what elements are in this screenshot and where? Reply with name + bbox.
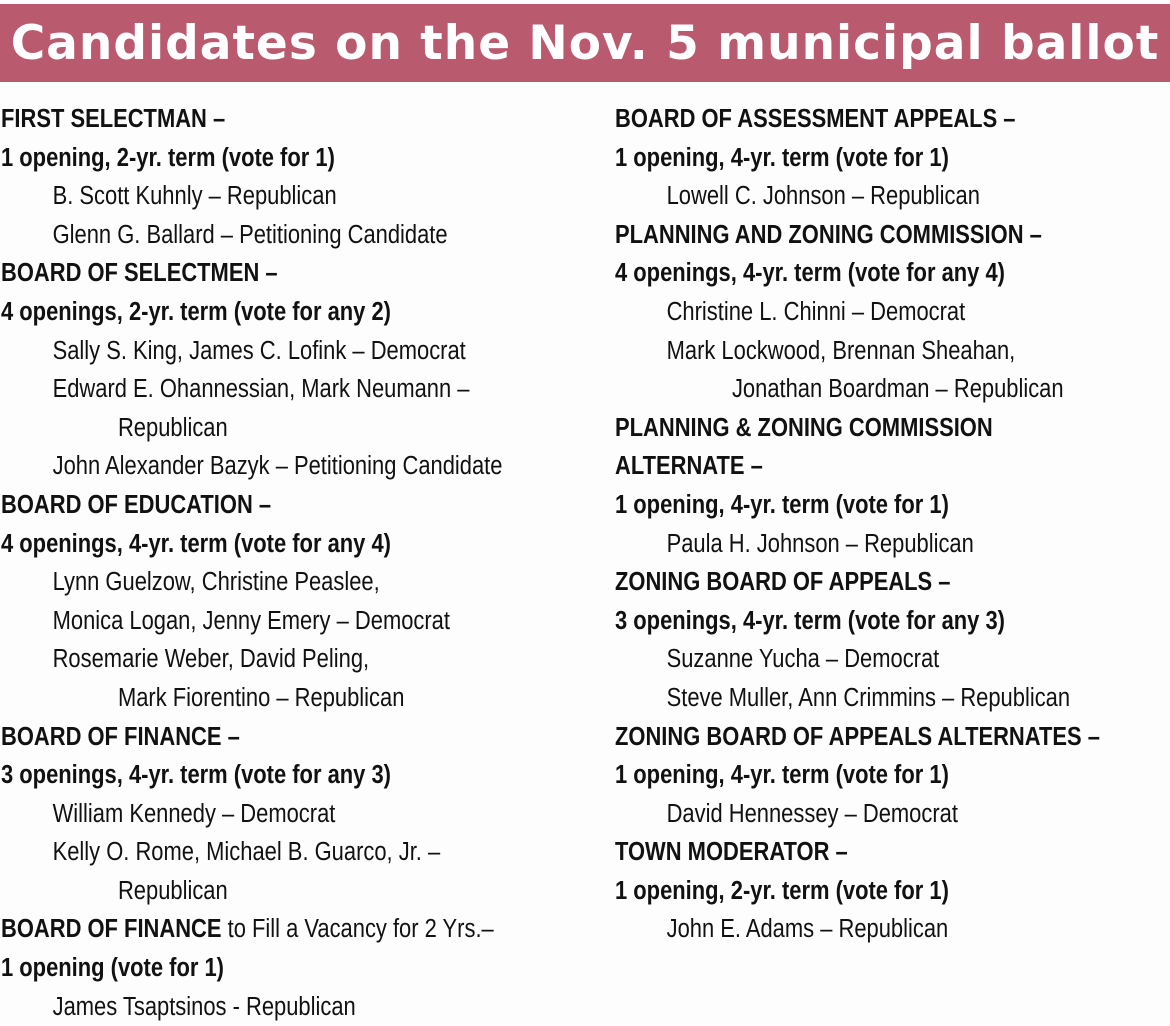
office-heading: 1 opening, 4-yr. term (vote for 1) [615, 143, 949, 172]
candidate-line: Mark Lockwood, Brennan Sheahan, [666, 336, 1016, 365]
office-heading: 1 opening, 2-yr. term (vote for 1) [1, 143, 335, 172]
office-heading: BOARD OF SELECTMEN – [1, 259, 278, 288]
candidate-line: Sally S. King, James C. Lofink – Democrat [52, 336, 466, 365]
office-heading: ALTERNATE – [615, 452, 763, 481]
right-column [615, 100, 1170, 949]
office-name: BOARD OF FINANCE [1, 915, 222, 944]
office-heading: PLANNING & ZONING COMMISSION [615, 413, 993, 442]
candidate-line: William Kennedy – Democrat [52, 799, 336, 828]
office-heading: BOARD OF FINANCE – [1, 722, 240, 751]
candidate-line: Suzanne Yucha – Democrat [666, 645, 940, 674]
office-note: to Fill a Vacancy for 2 Yrs.– [221, 915, 494, 944]
office-heading: 4 openings, 2-yr. term (vote for any 2) [1, 297, 391, 326]
title-banner [0, 4, 1170, 82]
candidate-line: David Hennessey – Democrat [666, 799, 958, 828]
candidate-line: Rosemarie Weber, David Peling, [52, 645, 370, 674]
office-heading: PLANNING AND ZONING COMMISSION – [615, 220, 1042, 249]
office-heading [1, 910, 508, 949]
office-heading: FIRST SELECTMAN – [1, 105, 226, 133]
candidate-line: John E. Adams – Republican [666, 915, 949, 944]
office-heading: BOARD OF EDUCATION – [1, 490, 272, 519]
page-title: Candidates on the Nov. 5 municipal ballot [10, 15, 1160, 71]
candidate-line: Mark Fiorentino – Republican [117, 683, 405, 712]
office-heading: 3 openings, 4-yr. term (vote for any 3) [1, 761, 391, 790]
candidate-line: Jonathan Boardman – Republican [731, 375, 1064, 404]
office-heading: BOARD OF ASSESSMENT APPEALS – [615, 105, 1016, 133]
office-heading: 1 opening (vote for 1) [1, 954, 224, 983]
office-heading: TOWN MODERATOR – [615, 838, 848, 867]
candidate-line: Lowell C. Johnson – Republican [666, 182, 980, 211]
candidate-line: Kelly O. Rome, Michael B. Guarco, Jr. – [52, 838, 441, 867]
candidate-line: Republican [117, 876, 228, 905]
candidate-line: Republican [117, 413, 228, 442]
office-heading: 4 openings, 4-yr. term (vote for any 4) [1, 529, 391, 558]
candidate-line: Steve Muller, Ann Crimmins – Republican [666, 683, 1071, 712]
left-column [1, 100, 591, 1026]
office-heading: ZONING BOARD OF APPEALS – [615, 568, 951, 597]
candidate-line: Paula H. Johnson – Republican [666, 529, 974, 558]
candidate-line: Christine L. Chinni – Democrat [666, 297, 966, 326]
candidate-line: Lynn Guelzow, Christine Peaslee, [52, 568, 380, 597]
office-heading: 3 openings, 4-yr. term (vote for any 3) [615, 606, 1005, 635]
candidate-line: Monica Logan, Jenny Emery – Democrat [52, 606, 450, 635]
candidate-line: Glenn G. Ballard – Petitioning Candidate [52, 220, 448, 249]
office-heading: 1 opening, 2-yr. term (vote for 1) [615, 876, 949, 905]
candidate-line: B. Scott Kuhnly – Republican [52, 182, 337, 211]
candidate-line: Edward E. Ohannessian, Mark Neumann – [52, 375, 470, 404]
candidate-line: James Tsaptsinos - Republican [52, 992, 356, 1021]
office-heading: 4 openings, 4-yr. term (vote for any 4) [615, 259, 1005, 288]
candidate-line: John Alexander Bazyk – Petitioning Candidate [52, 452, 503, 481]
office-heading: ZONING BOARD OF APPEALS ALTERNATES – [615, 722, 1100, 751]
office-heading: 1 opening, 4-yr. term (vote for 1) [615, 761, 949, 790]
office-heading: 1 opening, 4-yr. term (vote for 1) [615, 490, 949, 519]
